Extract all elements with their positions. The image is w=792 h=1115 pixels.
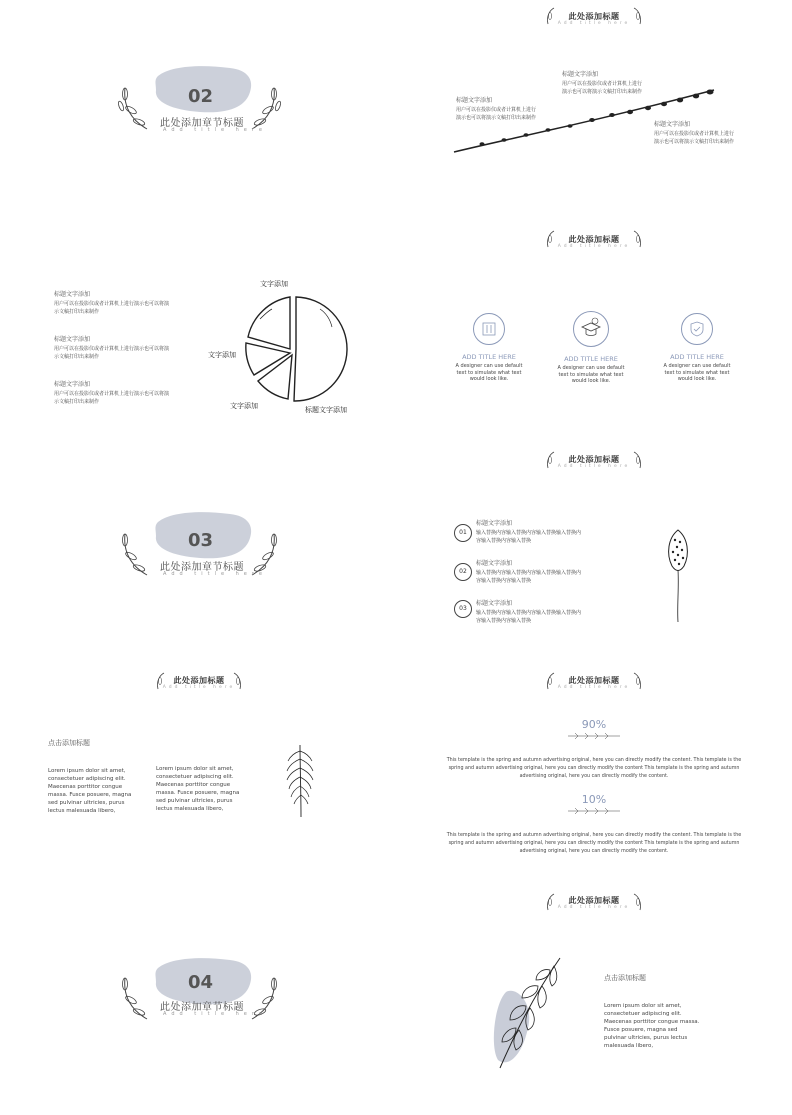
stat-text-2: This template is the spring and autumn advertising original, here you can directly modify the content. This template is the spring and autumn advertising original, here you can directly modify the content This template is the spring and autumn advertising original, here you can directly modify the content. <box>446 833 742 854</box>
list-item-3 <box>476 600 582 625</box>
card-title: ADD TITLE HERE <box>564 355 618 363</box>
section-number: 04 <box>188 972 214 993</box>
item-title: 标题文字添加 <box>476 600 513 607</box>
timeline-item-2 <box>562 71 642 96</box>
list-item-1 <box>476 520 582 545</box>
card-2 <box>556 311 626 385</box>
item-text: 用户可以在投影仪或者计算机上进行演示也可以将演示文稿打印出来制作 <box>654 130 735 145</box>
item-text: 用户可以在投影仪或者计算机上进行演示也可以将演示文稿打印出来制作 <box>562 80 643 95</box>
item-title: 标题文字添加 <box>476 520 513 527</box>
slide-timeline <box>396 0 792 223</box>
leaf-branch-icon <box>488 952 568 1072</box>
number-badge: 01 <box>454 524 472 542</box>
slide-icon-cards <box>396 223 792 446</box>
stat-text-1: This template is the spring and autumn advertising original, here you can directly modify the content. This template is the spring and autumn advertising original, here you can directly modify the content This template is the spring and autumn advertising original, here you can directly modify the content. <box>446 758 742 779</box>
section-number: 03 <box>188 530 214 551</box>
item-title: 标题文字添加 <box>562 71 599 78</box>
slide-section-02 <box>0 0 396 223</box>
sprig-icon <box>566 806 622 816</box>
fern-leaf-icon <box>284 741 318 819</box>
item-title: 标题文字添加 <box>54 291 91 298</box>
slide-numbered-list <box>396 446 792 669</box>
timeline-item-1 <box>456 97 536 122</box>
item-text: 输入替换内容输入替换内容输入替换输入替换内容输入替换内容输入替换 <box>476 529 582 544</box>
header-title: 此处添加标题 <box>568 676 620 685</box>
header-title: 此处添加标题 <box>173 676 225 685</box>
shield-icon <box>681 313 713 345</box>
pie-label-1: 文字添加 <box>260 280 288 288</box>
timeline-item-3 <box>654 121 734 146</box>
section-number: 02 <box>188 86 214 107</box>
header-title: 此处添加标题 <box>568 455 620 464</box>
slide-leaf-text <box>396 892 792 1115</box>
card-3 <box>662 313 732 383</box>
header-subtitle: Add title here <box>557 244 631 249</box>
section-title: 此处添加章节标题 <box>160 562 244 573</box>
header-subtitle: Add title here <box>162 685 236 690</box>
section-title: 此处添加章节标题 <box>160 118 244 129</box>
pie-sketch <box>240 289 360 409</box>
card-text: A designer can use default text to simulate what text would look like. <box>455 363 523 382</box>
text-column-1: Lorem ipsum dolor sit amet, consectetuer adipiscing elit. Maecenas porttitor congue massa. Fusce posuere, magna sed pulvinar ultricies, purus lectus malesuada libero, <box>48 768 132 814</box>
item-text: 用户可以在投影仪或者计算机上进行演示也可以将演示文稿打印出来制作 <box>54 300 170 315</box>
card-text: A designer can use default text to simulate what text would look like. <box>557 365 625 384</box>
card-text: A designer can use default text to simulate what text would look like. <box>663 363 731 382</box>
item-title: 标题文字添加 <box>456 97 493 104</box>
stat-value-1: 90% <box>581 718 607 731</box>
item-text: 输入替换内容输入替换内容输入替换输入替换内容输入替换内容输入替换 <box>476 609 582 624</box>
item-text: 用户可以在投影仪或者计算机上进行演示也可以将演示文稿打印出来制作 <box>54 390 170 405</box>
header-title: 此处添加标题 <box>568 235 620 244</box>
slide-text-columns <box>0 669 396 892</box>
item-title: 标题文字添加 <box>54 336 91 343</box>
books-icon <box>473 313 505 345</box>
header-subtitle: Add title here <box>557 21 631 26</box>
section-subtitle: Add title here <box>163 1011 267 1017</box>
list-item-3 <box>54 381 170 406</box>
stat-value-2: 10% <box>581 793 607 806</box>
number-badge: 02 <box>454 563 472 581</box>
header-title: 此处添加标题 <box>568 12 620 21</box>
flower-sketch-icon <box>658 524 698 624</box>
pie-label-2: 文字添加 <box>208 351 236 359</box>
header-subtitle: Add title here <box>557 685 631 690</box>
slide-stats <box>396 669 792 892</box>
list-item-2 <box>54 336 170 361</box>
click-title-link[interactable]: 点击添加标题 <box>48 739 90 747</box>
sprig-icon <box>566 731 622 741</box>
section-title: 此处添加章节标题 <box>160 1002 244 1013</box>
header-title: 此处添加标题 <box>568 896 620 905</box>
list-item-1 <box>54 291 170 316</box>
item-text: 用户可以在投影仪或者计算机上进行演示也可以将演示文稿打印出来制作 <box>456 106 537 121</box>
click-title-link[interactable]: 点击添加标题 <box>604 974 646 982</box>
slide-pie <box>0 223 396 446</box>
card-title: ADD TITLE HERE <box>670 353 724 361</box>
number-badge: 03 <box>454 600 472 618</box>
card-1 <box>454 313 524 383</box>
item-text: 用户可以在投影仪或者计算机上进行演示也可以将演示文稿打印出来制作 <box>54 345 170 360</box>
laurel-left-icon <box>117 974 159 1024</box>
item-title: 标题文字添加 <box>54 381 91 388</box>
header-subtitle: Add title here <box>557 464 631 469</box>
text-column-2: Lorem ipsum dolor sit amet, consectetuer adipiscing elit. Maecenas porttitor congue massa. Fusce posuere, magna sed pulvinar ultricies, purus lectus malesuada libero, <box>156 766 240 812</box>
body-text: Lorem ipsum dolor sit amet, consectetuer adipiscing elit. Maecenas porttitor congue massa. Fusce posuere, magna sed pulvinar ultricies, purus lectus malesuada libero, <box>604 1003 700 1049</box>
pie-label-3: 文字添加 <box>230 402 258 410</box>
header-subtitle: Add title here <box>557 905 631 910</box>
graduation-cap-icon <box>573 311 609 347</box>
item-title: 标题文字添加 <box>476 560 513 567</box>
card-title: ADD TITLE HERE <box>462 353 516 361</box>
laurel-left-icon <box>117 84 159 134</box>
item-text: 输入替换内容输入替换内容输入替换输入替换内容输入替换内容输入替换 <box>476 569 582 584</box>
section-subtitle: Add title here <box>163 571 267 577</box>
list-item-2 <box>476 560 582 585</box>
slide-section-03 <box>0 446 396 669</box>
item-title: 标题文字添加 <box>654 121 691 128</box>
pie-label-4: 标题文字添加 <box>305 406 347 414</box>
section-subtitle: Add title here <box>163 127 267 133</box>
slide-section-04 <box>0 892 396 1115</box>
laurel-left-icon <box>117 530 159 580</box>
